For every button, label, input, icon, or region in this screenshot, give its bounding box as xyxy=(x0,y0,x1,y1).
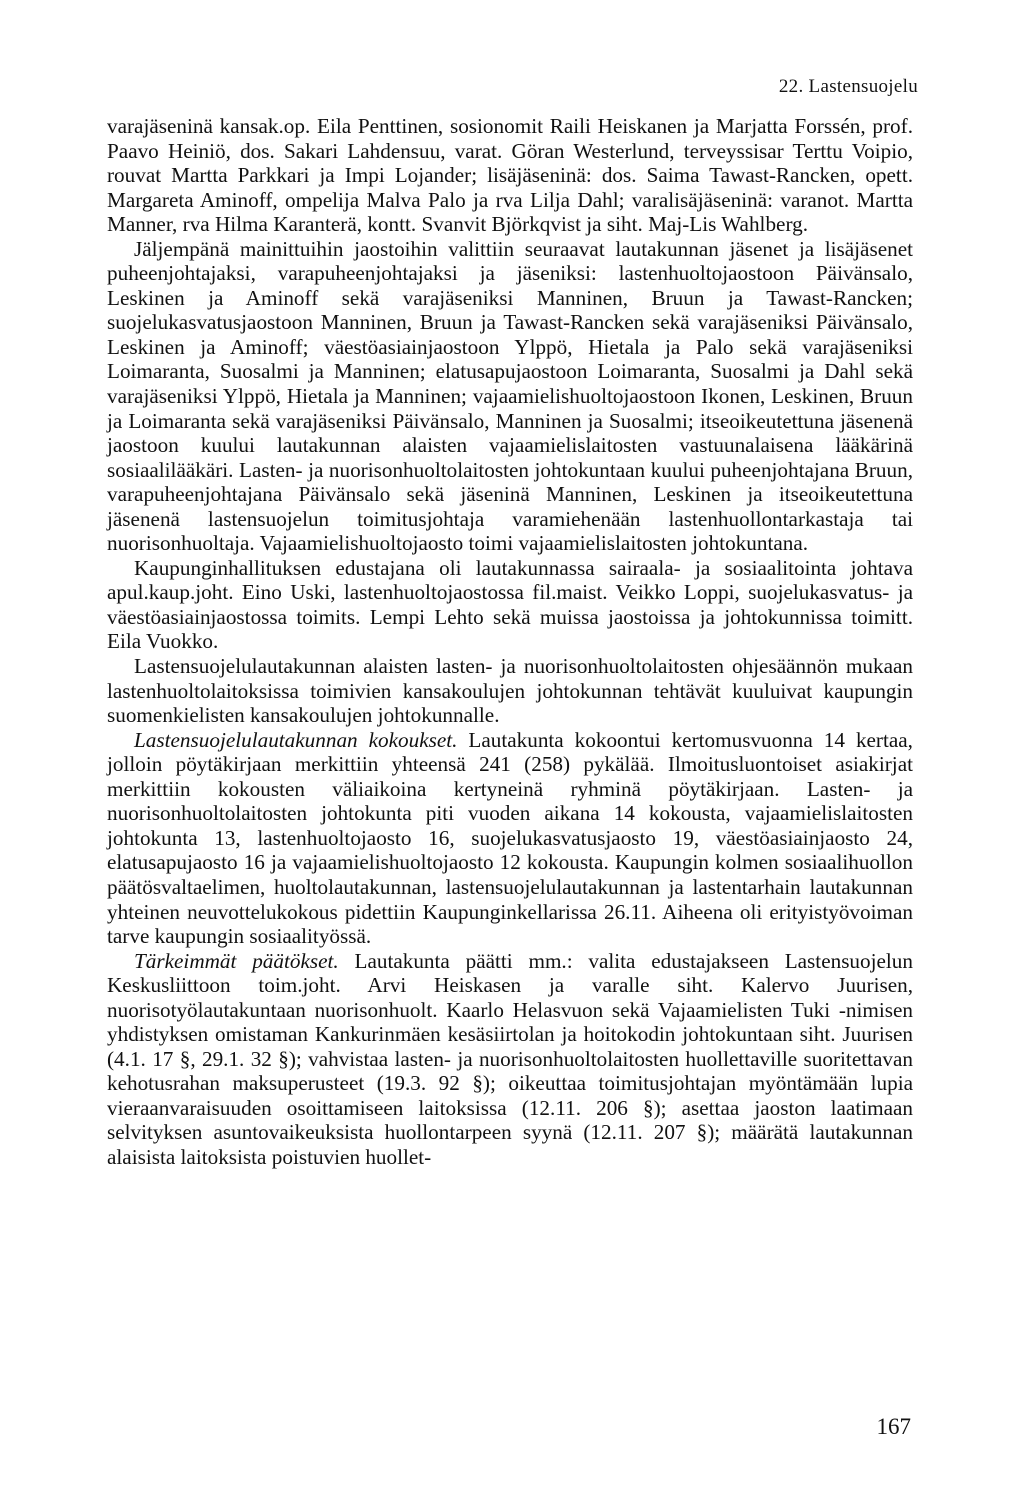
paragraph-representatives: Kaupunginhallituksen edustajana oli lautakunnassa sairaala- ja sosiaalitointa johtava apul.kaup.joht. Eino Uski, lastenhuoltojaostossa fil.maist. Veikko Loppi, suojelukasvatus- ja väestöasiainjaostossa toimits. Lempi Lehto sekä muissa jaostoissa ja johtokunnissa toimitt. Eila Vuokko. xyxy=(107,555,913,654)
paragraph-members: varajäseninä kansak.op. Eila Penttinen, sosionomit Raili Heiskanen ja Marjatta Forssén, prof. Paavo Heiniö, dos. Sakari Lahdensuu, varat. Göran Westerlund, terveyssisar Terttu Voipio, rouvat Martta Parkkari ja Impi Lojander; lisäjäseninä: dos. Saima Tawast-Rancken, opett. Margareta Aminoff, ompelija Malva Palo ja rva Lilja Dahl; varalisäjäseninä: varanot. Martta Manner, rva Hilma Karanterä, kontt. Svanvit Björkqvist ja siht. Maj-Lis Wahlberg. xyxy=(107,114,913,237)
running-head: 22. Lastensuojelu xyxy=(778,76,918,97)
paragraph-sections: Jäljempänä mainittuihin jaostoihin valittiin seuraavat lautakunnan jäsenet ja lisäjäsenet puheenjohtajaksi, varapuheenjohtajaksi ja jäseniksi: lastenhuoltojaostoon Päivänsalo, Leskinen ja Aminoff sekä varajäseniksi Manninen, Bruun ja Tawast-Rancken; suojelukasvatusjaostoon Manninen, Bruun ja Tawast-Rancken sekä varajäseniksi Päivänsalo, Leskinen ja Aminoff; väestöasiainjaostoon Ylppö, Hietala ja Palo sekä varajäseniksi Loimaranta, Suosalmi ja Manninen; elatusapujaostoon Loimaranta, Suosalmi ja Dahl sekä varajäseniksi Ylppö, Hietala ja Manninen; vajaamielishuoltojaostoon Ikonen, Leskinen, Bruun ja Loimaranta sekä varajäseniksi Päivänsalo, Manninen ja Suosalmi; itseoikeutettuna jäsenenä jaostoon kuului lautakunnan alaisten vajaamielislaitosten vastuunalaisena lääkärinä sosiaalilääkäri. Lasten- ja nuorisonhuoltolaitosten johtokuntaan kuului puheenjohtajana Bruun, varapuheenjohtajana Päivänsalo sekä jäseninä Manninen, Leskinen ja itseoikeutettuna jäsenenä lastensuojelun toimitusjohtaja varamiehenään lastenhuollontarkastaja tai nuorisonhuoltaja. Vajaamielishuoltojaosto toimi vajaamielislaitosten johtokuntana. xyxy=(107,236,913,556)
decisions-text: Lautakunta päätti mm.: valita edustajakseen Lastensuojelun Keskusliittoon toim.joht. Arvi Heiskasen ja varalle siht. Kalervo Juurisen, nuorisotyölautakuntaan nuorisonhuolt. Kaarlo Helasvuon sekä Vajaamielisten Tuki -nimisen yhdistyksen omistaman Kankurinmäen kesäsiirtolan ja hoitokodin johtokuntaan siht. Juurisen (4.1. 17 §, 29.1. 32 §); vahvistaa lasten- ja nuorisonhuoltolaitosten huollettaville suoritettavan kehotusrahan maksuperusteet (19.3. 92 §); oikeuttaa toimitusjohtajan myöntämään lupia vieraanvaraisuuden osoittamiseen laitoksissa (12.11. 206 §); asettaa jaoston laatimaan selvityksen asuntovaikeuksista huollontarpeen syynä (12.11. 207 §); määrätä lautakunnan alaisista laitoksista poistuvien huollet- xyxy=(107,948,913,1169)
decisions-heading: Tärkeimmät päätökset. xyxy=(134,948,339,973)
paragraph-school-boards: Lastensuojelulautakunnan alaisten lasten- ja nuorisonhuoltolaitosten ohjesäännön mukaan lastenhuoltolaitoksissa toimivien kansakoulujen johtokunnan tehtävät kuuluivat kaupungin suomenkielisten kansakoulujen johtokunnalle. xyxy=(107,654,913,728)
body-text xyxy=(107,114,913,1170)
paragraph-decisions xyxy=(107,949,913,1170)
page-number: 167 xyxy=(876,1414,911,1439)
meetings-heading: Lastensuojelulautakunnan kokoukset. xyxy=(134,727,458,752)
paragraph-meetings xyxy=(107,728,913,949)
meetings-text: Lautakunta kokoontui kertomusvuonna 14 kertaa, jolloin pöytäkirjaan merkittiin yhteensä 241 (258) pykälää. Ilmoitusluontoiset asiakirjat merkittiin kokousten väliaikoina kertyneinä ryhminä pöytäkirjaan. Lasten- ja nuorisonhuoltolaitosten johtokunta piti vuoden aikana 14 kokousta, vajaamielislaitosten johtokunta 13, lastenhuoltojaosto 16, suojelukasvatusjaosto 19, väestöasiainjaosto 24, elatusapujaosto 16 ja vajaamielishuoltojaosto 12 kokousta. Kaupungin kolmen sosiaalihuollon päätösvaltaelimen, huoltolautakunnan, lastensuojelulautakunnan ja lastentarhain lautakunnan yhteinen neuvottelukokous pidettiin Kaupunginkellarissa 26.11. Aiheena oli erityistyövoiman tarve kaupungin sosiaalityössä. xyxy=(107,727,913,949)
